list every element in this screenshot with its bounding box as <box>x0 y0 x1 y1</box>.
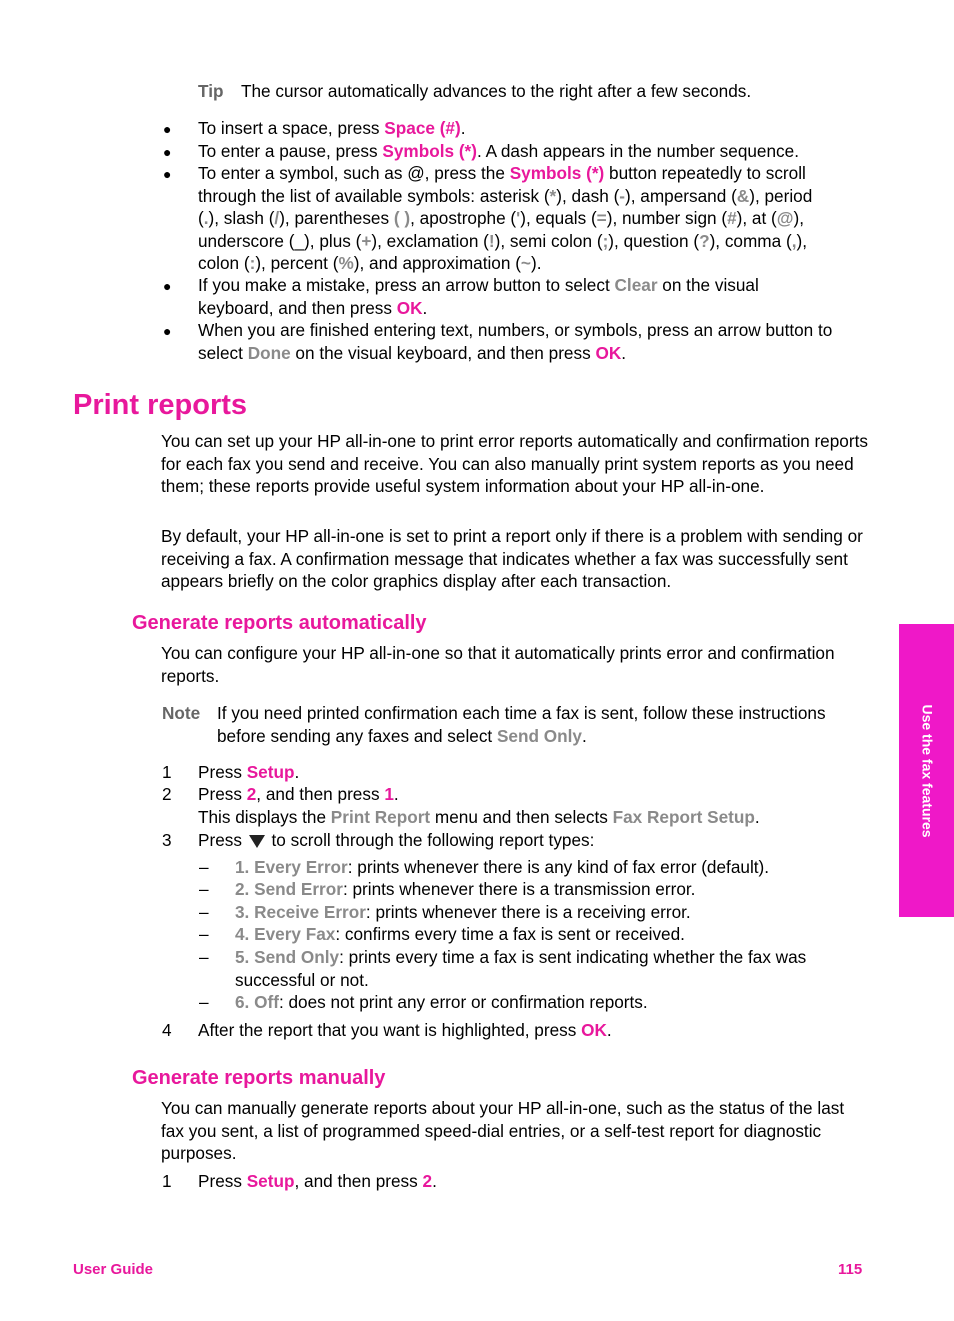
step-item: Press Setup. <box>198 762 300 782</box>
subsection-title-manual: Generate reports manually <box>132 1067 386 1089</box>
bullet-item: When you are finished entering text, numbers, or symbols, press an arrow button to select Done on the visual keyboard, and then press OK. <box>198 320 833 363</box>
step-number: 1 <box>162 762 172 782</box>
bullet-icon: ● <box>163 278 172 294</box>
tip-label: Tip <box>198 81 224 101</box>
note-label: Note <box>162 703 201 723</box>
list-dash: – <box>199 992 209 1012</box>
manual-intro: You can manually generate reports about your HP all-in-one, such as the status of the last fax you sent, a list of programmed speed-dial entries, or a self-test report for diagnostic purposes. <box>161 1098 845 1163</box>
step-item: Press Setup, and then press 2. <box>198 1171 437 1191</box>
section-paragraph: By default, your HP all-in-one is set to print a report only if there is a problem with sending or receiving a fax. A confirmation message that indicates whether a fax was successfully sent appears briefly on the color graphics display after each transaction. <box>161 526 863 591</box>
chapter-side-tab <box>899 624 954 917</box>
bullet-icon: ● <box>163 323 172 339</box>
step-number: 2 <box>162 784 172 804</box>
step-number: 4 <box>162 1020 172 1040</box>
down-arrow-icon <box>249 835 265 848</box>
bullet-item-symbols: To enter a symbol, such as @, press the Symbols (*) button repeatedly to scroll through the list of available symbols: asterisk (*), dash (-), ampersand (&), period (.), slash (/), parentheses ( ), apostrophe ('), equals (=), number sign (#), at (@), underscore (_), plus (+), exclamation (!), semi colon (;), question (?), comma (,), colon (:), percent (%), and approximation (~). <box>198 163 813 273</box>
report-type-item: 4. Every Fax: confirms every time a fax is sent or received. <box>235 924 685 944</box>
auto-intro: You can configure your HP all-in-one so that it automatically prints error and confirmation reports. <box>161 643 835 686</box>
list-dash: – <box>199 902 209 922</box>
step-item: After the report that you want is highlighted, press OK. <box>198 1020 612 1040</box>
footer-title: User Guide <box>73 1261 154 1278</box>
step-number: 3 <box>162 830 172 850</box>
bullet-icon: ● <box>163 121 172 137</box>
list-dash: – <box>199 857 209 877</box>
report-type-item: 5. Send Only: prints every time a fax is sent indicating whether the fax was successful or not. <box>235 947 807 990</box>
page-number: 115 <box>838 1261 863 1278</box>
bullet-icon: ● <box>163 166 172 182</box>
report-type-item: 3. Receive Error: prints whenever there is a receiving error. <box>235 902 691 922</box>
report-type-item: 1. Every Error: prints whenever there is any kind of fax error (default). <box>235 857 770 877</box>
step-item: Press 2, and then press 1. This displays the Print Report menu and then selects Fax Report Setup. <box>198 784 760 827</box>
tip-text: The cursor automatically advances to the right after a few seconds. <box>241 81 752 101</box>
subsection-title-auto: Generate reports automatically <box>132 612 427 634</box>
section-paragraph: You can set up your HP all-in-one to print error reports automatically and confirmation reports for each fax you send and receive. You can also manually print system reports as you need them; these reports provide useful system information about your HP all-in-one. <box>161 431 868 496</box>
report-type-item: 2. Send Error: prints whenever there is a transmission error. <box>235 879 696 899</box>
bullet-item: To enter a pause, press Symbols (*). A dash appears in the number sequence. <box>198 141 799 161</box>
bullet-icon: ● <box>163 144 172 160</box>
list-dash: – <box>199 924 209 944</box>
bullet-item: If you make a mistake, press an arrow button to select Clear on the visual keyboard, and then press OK. <box>198 275 759 318</box>
note-text: If you need printed confirmation each time a fax is sent, follow these instructions before sending any faxes and select Send Only. <box>217 703 826 746</box>
list-dash: – <box>199 947 209 967</box>
list-dash: – <box>199 879 209 899</box>
report-type-item: 6. Off: does not print any error or confirmation reports. <box>235 992 648 1012</box>
step-number: 1 <box>162 1171 172 1191</box>
chapter-tab-label: Use the fax features <box>918 703 935 838</box>
step-item: Press to scroll through the following report types: <box>198 830 595 850</box>
bullet-item: To insert a space, press Space (#). <box>198 118 466 138</box>
section-title: Print reports <box>73 389 248 421</box>
